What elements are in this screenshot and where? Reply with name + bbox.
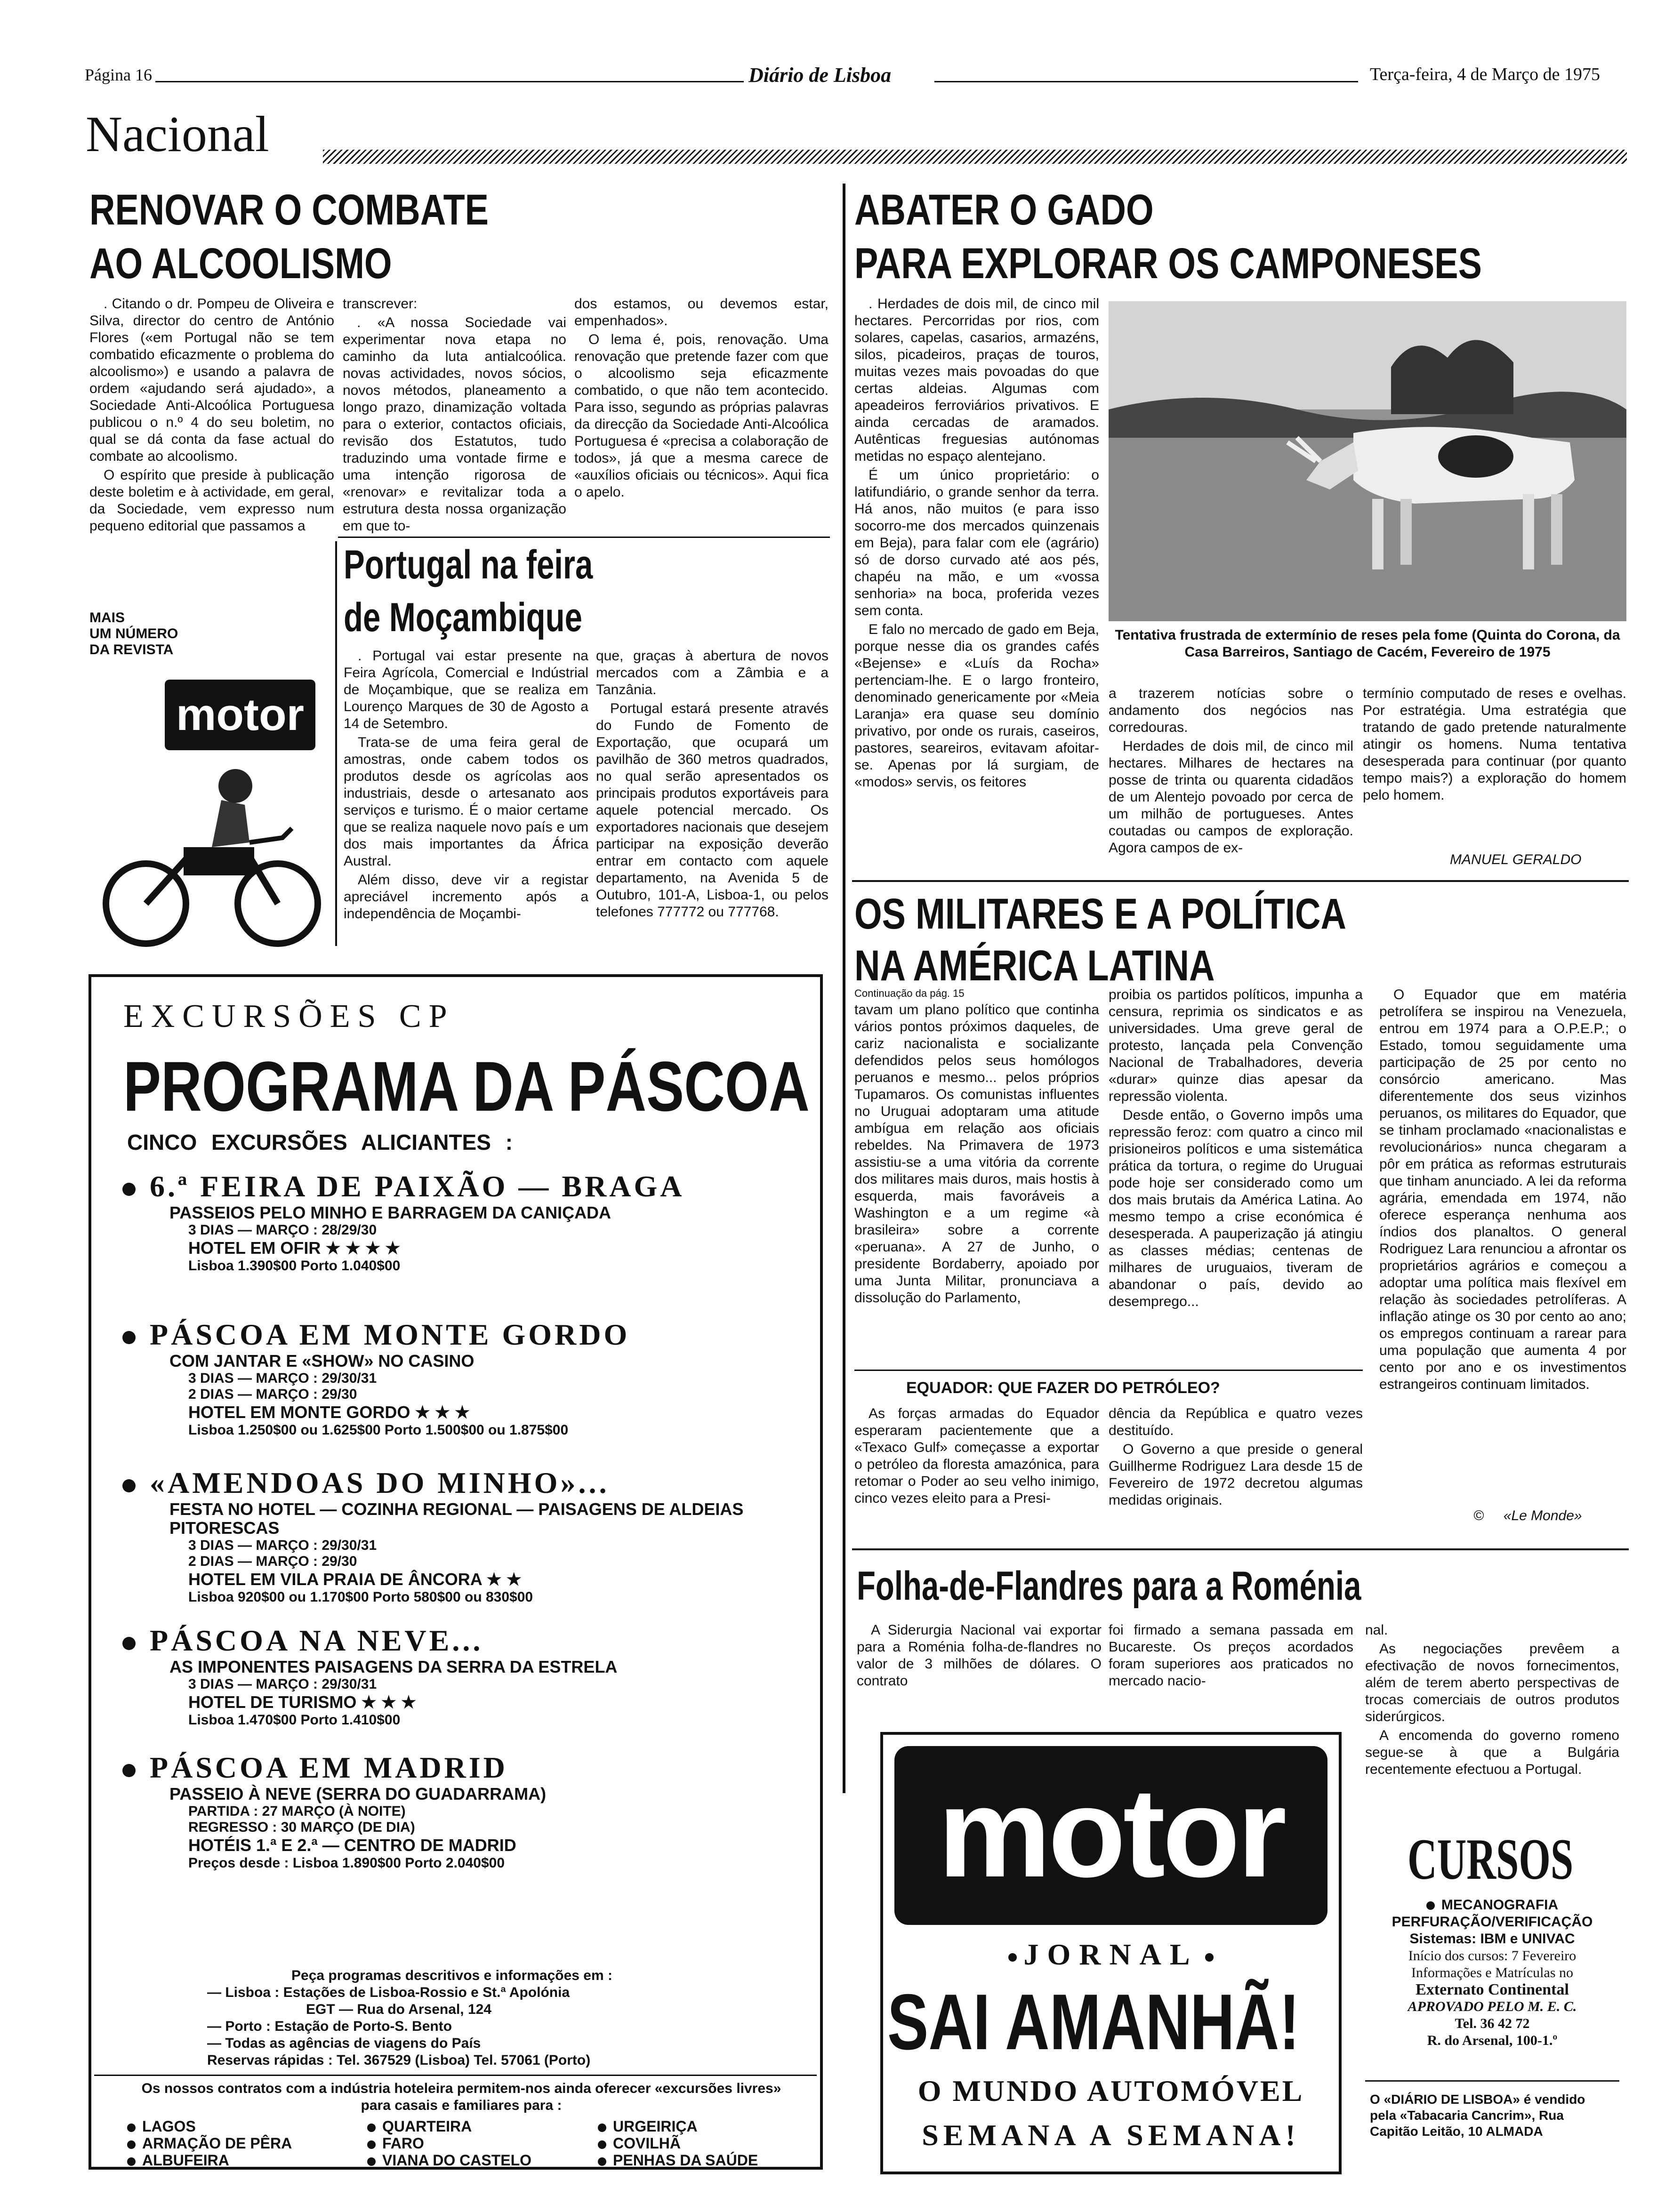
excursion-subtitle: PASSEIO À NEVE (SERRA DO GUADARRAMA) [169, 1784, 547, 1803]
paragraph: A Siderurgia Nacional vai exportar para a Roménia folha-de-flandres no valor de 3 milhões de dólares. O contrato [857, 1622, 1102, 1689]
bullet-icon [122, 1479, 136, 1492]
excursion-dates: 2 DIAS — MARÇO : 29/30 [188, 1554, 357, 1569]
excursion-title: PÁSCOA EM MONTE GORDO [122, 1318, 800, 1352]
cursos-line: PERFURAÇÃO/VERIFICAÇÃO [1392, 1914, 1593, 1930]
article-alcoolismo-col2 [343, 296, 566, 540]
excursion-hotel: HOTÉIS 1.ª E 2.ª — CENTRO DE MADRID [188, 1835, 516, 1855]
jornal-text: JORNAL [1023, 1938, 1199, 1971]
motor-ad-text [89, 610, 178, 658]
excursion-hotel: HOTEL EM MONTE GORDO ★ ★ ★ [188, 1403, 470, 1422]
place-item: LAGOS [127, 2118, 292, 2135]
paragraph: que, graças à abertura de novos mercados com a Zâmbia e a Tanzânia. [596, 648, 828, 697]
bullet-icon [122, 1637, 136, 1650]
bullet-icon [598, 2157, 606, 2166]
excursoes-title: PROGRAMA DA PÁSCOA [123, 1047, 810, 1126]
headline-militares-1: OS MILITARES E A POLÍTICA [854, 890, 1347, 938]
excursion-item [122, 1466, 800, 1605]
paragraph: . Portugal vai estar presente na Feira Agrícola, Comercial e Indústrial de Moçambique, que se realiza em Lourenço Marques de 30 de Agosto a 14 de Setembro. [344, 648, 588, 731]
credit-le-monde: © «Le Monde» [1473, 1508, 1582, 1523]
divider [338, 537, 830, 538]
bullet-icon [127, 2157, 136, 2166]
excursion-hotel: HOTEL EM OFIR ★ ★ ★ ★ [188, 1238, 401, 1258]
paragraph: a trazerem notícias sobre o andamento dos negócios nas corredouras. [1109, 686, 1353, 735]
paragraph: tavam um plano político que continha vários pontos próximos daqueles, de cariz nacionalista e socializante defendidos pelos seus homólogos peruanos e mesmo... pelos próprios Tupamaros. Os comunistas influentes no Uruguai adoptaram uma atitude ambígua em relação aos oficiais rebeldes. Na Primavera de 1973 assistiu-se a uma vitória da corrente dos militares mais duros, mais hostis à esquerda, mais favoráveis a Washington e a um regime «à brasileira» sobre a corrente «peruana». A 27 de Junho, o presidente Bordaberry, apoiado por uma Junta Militar, pronunciava a dissolução do Parlamento, [854, 1002, 1099, 1306]
masthead-rule-right [934, 81, 1358, 82]
article-gado-col3 [1363, 685, 1626, 841]
excursion-price: Lisboa 1.250$00 ou 1.625$00 Porto 1.500$00 ou 1.875$00 [188, 1422, 569, 1438]
article-alcoolismo-col3 [574, 296, 828, 540]
headline-gado-1: ABATER O GADO [854, 186, 1154, 234]
divider [854, 1370, 1363, 1371]
article-alcoolismo-col1 [89, 296, 334, 587]
sai-amanha: SAI AMANHÃ! [887, 1978, 1300, 2066]
info-line: — Lisboa : Estações de Lisboa-Rossio e St.ª Apolónia [207, 1985, 570, 2000]
excursoes-header: EXCURSÕES CP [123, 998, 455, 1034]
excursion-dates: 3 DIAS — MARÇO : 29/30/31 [188, 1676, 377, 1692]
paragraph: dos estamos, ou devemos estar, empenhados». [574, 296, 828, 329]
divider [94, 2075, 817, 2076]
cursos-line: Sistemas: IBM e UNIVAC [1409, 1931, 1575, 1947]
place-item: VIANA DO CASTELO [367, 2152, 531, 2169]
motor-ad-line: DA REVISTA [89, 642, 174, 657]
paragraph: termínio computado de reses e ovelhas. Por estratégia. Uma estratégia que tratando de gado pretende naturalmente atingir os homens. Numa tentativa desesperada para continuar (por quanto tempo mais?) a exploração do homem pelo homem. [1363, 686, 1626, 803]
article-equador-col2 [1109, 1405, 1363, 1537]
excursion-dates: 3 DIAS — MARÇO : 29/30/31 [188, 1538, 377, 1553]
paragraph: O Equador que em matéria petrolífera se inspirou na Venezuela, entrou em 1974 para a O.P.E.P.; o Estado, tomou seguidamente uma participação de 25 por cento no consórcio americano. Mas diferentemente dos seus vizinhos peruanos, os militares do Equador, que se tinham proclamado «nacionalistas e revolucionários» nunca chegaram a pôr em prática as reformas estruturais que tinham anunciado. A lei da reforma agrária, emendada em 1974, não oferece esperança nenhuma aos índios dos planaltos. O general Rodriguez Lara renunciou a afrontar os proprietários agrários e começou a adoptar uma política mais flexível em relação às sociedades petrolíferas. A inflação atinge os 30 por cento ao ano; os empregos continuam a rarear para uma população que aumenta 4 por cento por ano e os investimentos estrangeiros continuam limitados. [1379, 987, 1626, 1392]
headline-folha: Folha-de-Flandres para a Roménia [857, 1563, 1361, 1609]
excursion-price: Lisboa 1.470$00 Porto 1.410$00 [188, 1712, 401, 1728]
article-folha-col1 [857, 1622, 1102, 1711]
excursion-title: «AMENDOAS DO MINHO»... [122, 1466, 800, 1500]
photo-caption: Tentativa frustrada de extermínio de reses pela fome (Quinta do Corona, da Casa Barreiros, Santiago de Cacém, Fevereiro de 1975 [1115, 627, 1620, 660]
excursoes-info [155, 1967, 748, 2069]
excursion-item [122, 1170, 800, 1274]
article-folha-col3 [1365, 1622, 1619, 1824]
excursion-dates: 3 DIAS — MARÇO : 29/30/31 [188, 1370, 377, 1386]
headline-gado-2: PARA EXPLORAR OS CAMPONESES [854, 240, 1482, 288]
paragraph: As forças armadas do Equador esperaram pacientemente que a «Texaco Gulf» começasse a exportar o petróleo da floresta amazónica, para retomar o Poder ao seu velho inimigo, cinco vezes eleito para a Presi- [854, 1406, 1099, 1506]
divider [1365, 2080, 1619, 2082]
divider [335, 541, 337, 946]
article-folha-col2 [1109, 1622, 1353, 1711]
paragraph: Além disso, deve vir a registar apreciável incremento após a independência de Moçambi- [344, 872, 588, 922]
excursion-title: PÁSCOA NA NEVE... [122, 1624, 800, 1658]
excursion-item [122, 1624, 800, 1728]
cattle-photo-svg [1109, 301, 1626, 621]
place-item: ARMAÇÃO DE PÊRA [127, 2135, 292, 2152]
motor-logo-small: motor [165, 680, 315, 750]
paragraph: . «A nossa Sociedade vai experimentar nova etapa no caminho da luta antialcoólica. novas actividades, novos sócios, novos métodos, planeamento a longo prazo, dinamização voltada para o exterior, contactos oficiais, revisão dos Estatutos, tudo traduzindo uma vontade firme e uma intenção rigorosa de «renovar» e revitalizar toda a estrutura desta nossa organização em que to- [343, 315, 566, 534]
paragraph: Portugal estará presente através do Fundo de Fomento de Exportação, que ocupará um pavilhão de 360 metros quadrados, no qual serão apresentados os principais produtos exportáveis para aquele potencial mercado. Os exportadores nacionais que desejem participar na exposição deverão entrar em contacto com aquele departamento, na Avenida 5 de Outubro, 101-A, Lisboa-1, ou pelos telefones 777772 ou 777768. [596, 701, 828, 920]
article-feira-col1 [344, 648, 588, 949]
bullet-icon [1205, 1953, 1214, 1962]
place-item: FARO [367, 2135, 531, 2152]
bullet-icon [127, 2140, 136, 2149]
article-militares-col1 [854, 1002, 1099, 1350]
column-divider-main [843, 184, 845, 1793]
paragraph: Trata-se de uma feira geral de amostras, onde cabem todos os produtos desde os agrícolas aos industriais, desde o artesanato aos serviços e turismo. É o maior certame que se realiza naquele novo país e um dos mais importantes da África Austral. [344, 735, 588, 869]
bullet-icon [367, 2140, 376, 2149]
bullet-icon [122, 1764, 136, 1777]
paragraph: Desde então, o Governo impôs uma repressão feroz: com quatro a cinco mil prisioneiros políticos e uma sistemática prática da tortura, o regime do Uruguai pode hoje ser considerado como um dos mais brutais da América Latina. Ao mesmo tempo a crise económica é desesperada. A pauperização já atingiu as classes médias; centenas de milhares de uruguaios, tiveram de abandonar o país, devido ao desemprego... [1109, 1107, 1363, 1309]
cursos-line: Tel. 36 42 72 [1455, 2016, 1530, 2031]
article-feira-col2 [596, 648, 828, 949]
cattle-photo [1109, 301, 1626, 621]
bullet-icon [1426, 1901, 1435, 1910]
excursion-price: Preços desde : Lisboa 1.890$00 Porto 2.040$00 [188, 1855, 505, 1871]
cursos-details [1365, 1897, 1619, 2049]
places-col2 [367, 2118, 531, 2169]
excursion-hotel: HOTEL EM VILA PRAIA DE ÂNCORA ★ ★ [188, 1570, 522, 1589]
motor-ad-line: UM NÚMERO [89, 626, 178, 641]
place-item: URGEIRIÇA [598, 2118, 758, 2135]
paragraph: O espírito que preside à publicação deste boletim e à actividade, em geral, da Sociedade, vem expresso num pequeno editorial que passamos a [89, 467, 334, 534]
cursos-line: Externato Continental [1416, 1981, 1569, 1998]
excursion-dates: REGRESSO : 30 MARÇO (DE DIA) [188, 1819, 415, 1835]
paragraph: transcrever: [343, 296, 418, 312]
excursion-dates: 3 DIAS — MARÇO : 28/29/30 [188, 1222, 377, 1238]
paragraph: proibia os partidos políticos, impunha a censura, reprimia os sindicatos e as universidades. Uma greve geral de protesto, lançada pela Convenção Nacional de Trabalhadores, deveria «durar» quinze dias apesar da repressão violenta. [1109, 987, 1363, 1104]
paragraph: É um único proprietário: o latifundiário, o grande senhor da terra. Há anos, não muitos (e para isso socorro-me dos mercados quinzenais em Beja), para falar com ele (agrário) só de dorso curvado até aos pés, chapéu na mão, e um «vossa senhoria» na boca, proferida vezes sem conta. [854, 467, 1099, 618]
excursion-price: Lisboa 920$00 ou 1.170$00 Porto 580$00 ou 830$00 [188, 1589, 533, 1605]
paragraph: O Governo a que preside o general Guillherme Rodriguez Lara desde 15 de Fevereiro de 1972 decretou algumas medidas originais. [1109, 1442, 1363, 1508]
divider [852, 1548, 1629, 1550]
info-line: EGT — Rua do Arsenal, 124 [306, 2002, 491, 2017]
excursion-subtitle: COM JANTAR E «SHOW» NO CASINO [169, 1351, 475, 1370]
paragraph: nal. [1365, 1622, 1388, 1638]
headline-feira-2: de Moçambique [344, 595, 582, 640]
section-hatch-bar [323, 150, 1627, 164]
section-title: Nacional [86, 106, 269, 162]
divider [852, 880, 1629, 882]
paragraph: As negociações prevêem a efectivação de novos fornecimentos, além de terem aberto perspectivas de trocas comerciais de outros produtos siderúrgicos. [1365, 1641, 1619, 1724]
excursion-dates: PARTIDA : 27 MARÇO (À NOITE) [188, 1803, 406, 1819]
excursion-item [122, 1751, 800, 1871]
place-item: COVILHÃ [598, 2135, 758, 2152]
excursion-subtitle: PASSEIOS PELO MINHO E BARRAGEM DA CANIÇADA [169, 1203, 611, 1222]
headline-feira-1: Portugal na feira [344, 542, 593, 587]
excursion-price: Lisboa 1.390$00 Porto 1.040$00 [188, 1258, 401, 1274]
paragraph: A encomenda do governo romeno segue-se à que a Bulgária recentemente efectuou a Portugal. [1365, 1728, 1619, 1777]
bullet-icon [598, 2124, 606, 2132]
info-line: Peça programas descritivos e informações em : [291, 1968, 612, 1983]
article-gado-col2 [1109, 685, 1353, 878]
cursos-line: MECANOGRAFIA [1365, 1897, 1619, 1914]
excursion-hotel: HOTEL DE TURISMO ★ ★ ★ [188, 1692, 417, 1712]
article-militares-col2 [1109, 986, 1363, 1349]
semana-a-semana: SEMANA A SEMANA! [922, 2118, 1300, 2152]
bullet-icon [367, 2157, 376, 2166]
bullet-icon [122, 1183, 136, 1196]
mundo-automovel: O MUNDO AUTOMÓVEL [917, 2074, 1304, 2108]
cursos-line: R. do Arsenal, 100-1.º [1427, 2033, 1558, 2048]
bullet-icon [122, 1331, 136, 1344]
paragraph: Herdades de dois mil, de cinco mil hectares. Milhares de hectares na posse de trinta ou quarenta cidadãos de um Alentejo povoado por cerca de um milhão de portugueses. Antes coutadas ou campos de exploração. Agora campos de ex- [1109, 738, 1353, 856]
headline-alcoolismo-2: AO ALCOOLISMO [89, 240, 392, 288]
continuation-note: Continuação da pág. 15 [854, 987, 965, 999]
excursion-subtitle: AS IMPONENTES PAISAGENS DA SERRA DA ESTRELA [169, 1657, 618, 1676]
motorcycle-illustration [94, 748, 330, 955]
bullet-icon [1008, 1953, 1017, 1962]
info-line: — Todas as agências de viagens do País [207, 2036, 481, 2051]
motor-logo-big: motor [894, 1746, 1327, 1925]
article-gado-col1 [854, 296, 1099, 879]
excursion-title: 6.ª FEIRA DE PAIXÃO — BRAGA [122, 1170, 800, 1203]
page-number: Página 16 [85, 65, 152, 84]
issue-date: Terça-feira, 4 de Março de 1975 [1370, 64, 1600, 84]
bullet-icon [598, 2140, 606, 2149]
place-item: ALBUFEIRA [127, 2152, 292, 2169]
jornal-label [880, 1937, 1342, 1972]
paragraph: . Citando o dr. Pompeu de Oliveira e Silva, director do centro de António Flores («em Portugal não se tem combatido eficazmente o problema do alcoolismo») e usando a palavra de ordem «ajudando será ajudado», a Sociedade Anti-Alcoólica Portuguesa publicou o n.º 4 do seu boletim, no qual se dá conta da fase actual do combate ao alcoolismo. [89, 296, 334, 464]
paragraph: foi firmado a semana passada em Bucareste. Os preços acordados foram superiores aos praticados no mercado nacio- [1109, 1622, 1353, 1689]
newspaper-name: Diário de Lisboa [748, 64, 892, 87]
paragraph: dência da República e quatro vezes destituído. [1109, 1406, 1363, 1438]
paragraph: O lema é, pois, renovação. Uma renovação que pretende fazer com que o alcoolismo seja eficazmente combatido, o que não tem acontecido. Para isso, segundo as próprias palavras da direcção da Sociedade Anti-Alcoólica Portuguesa é «precisa a colaboração de todos», já que a mesma carece de «auxílios oficiais ou técnicos». Aqui fica o apelo. [574, 332, 828, 500]
excursion-item [122, 1318, 800, 1438]
place-item: QUARTEIRA [367, 2118, 531, 2135]
author: MANUEL GERALDO [1450, 852, 1582, 867]
article-equador-col1 [854, 1405, 1099, 1537]
paragraph: . Herdades de dois mil, de cinco mil hectares. Percorridas por rios, com solares, capelas, casarios, armazéns, silos, picadeiros, praças de touros, muitas vezes mais povoadas do que certas aldeias. Algumas com apeadeiros ferroviários privativos. E ainda cercadas de aramados. Autênticas freguesias autónomas metidas no espaço alentejano. [854, 296, 1099, 464]
subheading-equador: EQUADOR: QUE FAZER DO PETRÓLEO? [906, 1379, 1220, 1397]
headline-alcoolismo-1: RENOVAR O COMBATE [89, 186, 489, 234]
cursos-line: APROVADO PELO M. E. C. [1408, 1999, 1577, 2014]
excursion-title: PÁSCOA EM MADRID [122, 1751, 800, 1785]
excursion-dates: 2 DIAS — MARÇO : 29/30 [188, 1387, 357, 1402]
bullet-icon [127, 2124, 136, 2132]
cursos-line: Início dos cursos: 7 Fevereiro [1408, 1948, 1577, 1964]
cursos-title: CURSOS [1408, 1827, 1574, 1891]
excursion-subtitle: FESTA NO HOTEL — COZINHA REGIONAL — PAISAGENS DE ALDEIAS PITORESCAS [169, 1499, 744, 1538]
excursoes-subtitle: CINCO EXCURSÕES ALICIANTES : [127, 1130, 513, 1154]
bullet-icon [367, 2124, 376, 2132]
info-line: Reservas rápidas : Tel. 367529 (Lisboa) Tel. 57061 (Porto) [207, 2052, 591, 2068]
article-militares-col3 [1379, 986, 1626, 1490]
headline-militares-2: NA AMÉRICA LATINA [854, 942, 1215, 990]
venda-notice: O «DIÁRIO DE LISBOA» é vendido pela «Tabacaria Cancrim», Rua Capitão Leitão, 10 ALMADA [1370, 2092, 1585, 2139]
places-col1 [127, 2118, 292, 2169]
cursos-line: Informações e Matrículas no [1411, 1965, 1574, 1980]
place-item: PENHAS DA SAÚDE [598, 2152, 758, 2169]
masthead-rule-left [155, 81, 744, 82]
info-line: — Porto : Estação de Porto-S. Bento [207, 2019, 452, 2034]
excursoes-footer: Os nossos contratos com a indústria hoteleira permitem-nos ainda oferecer «excursões livres» para casais e familiares para : [141, 2081, 781, 2113]
paragraph: E falo no mercado de gado em Beja, porque nesse dia os grandes cafés «Bejense» e «Luís da Rocha» pertenciam-lhe. E o largo fronteiro, denominado genericamente por «Meia Laranja» era quase seu domínio privativo, por onde os rurais, caseiros, pastores, seareiros, evitavam afoitar-se. Apenas por lá surgiam, de «modos» servis, os feitores [854, 622, 1099, 790]
motor-ad-line: MAIS [89, 610, 125, 625]
places-col3 [598, 2118, 758, 2169]
